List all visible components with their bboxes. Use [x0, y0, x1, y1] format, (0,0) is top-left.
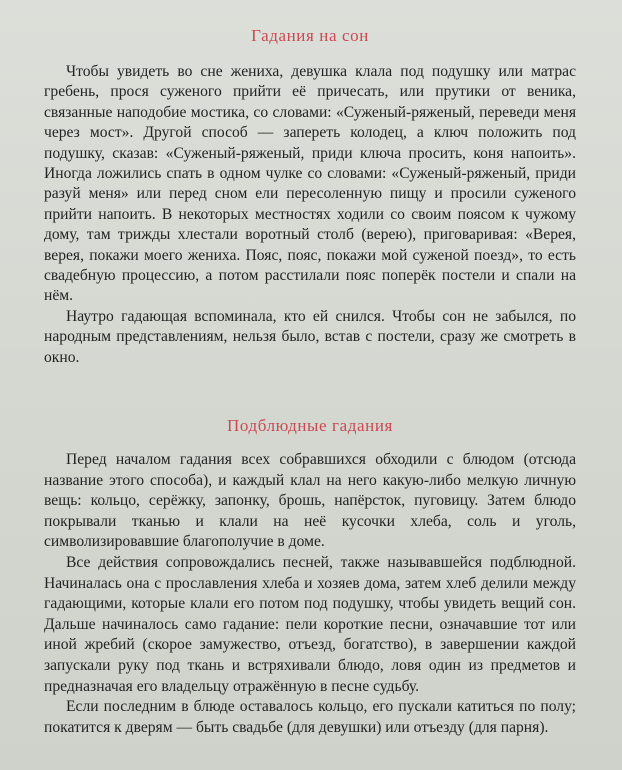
paragraph: Перед началом гадания всех собравшихся обходили с блюдом (отсюда название этого способа), и каждый клал на него какую-либо мелкую личную вещь: кольцо, серёжку, запонку, брошь, напёрсток, пуговицу. Затем блюдо покрывали тканью и клали на неё кусочки хлеба, соль и уголь, символизировавшие благополучие в доме. [44, 451, 576, 551]
section-title-dream-divination: Гадания на сон [251, 26, 369, 45]
section-title-dish-divination: Подблюдные гадания [227, 416, 393, 436]
paragraph: Чтобы увидеть во сне жениха, девушка клала под подушку или матрас гребень, прося суженого прийти её причесать, или прутики от веника, связанные наподобие мостика, со словами: «Суженый-ряженый, переведи меня через мост». Другой способ — запереть колодец, а ключ положить под подушку, сказав: «Суженый-ряженый, приди ключа просить, коня напоить». Иногда ложились спать в одном чулке со словами: «Суженый-ряженый, приди разуй меня» или перед сном ели пересоленную пищу и просили суженого прийти напоить. В некоторых местностях ходили со своим поясом к чужому дому, там трижды хлестали воротный столб (верею), приговаривая: «Верея, верея, покажи моего жениха. Пояс, пояс, покажи мой суженой поезд», то есть свадебную процессию, а потом расстилали пояс поперёк постели и спали на нём. [44, 63, 576, 305]
paragraph: Наутро гадающая вспоминала, кто ей снился. Чтобы сон не забылся, по народным представлениям, нельзя было, встав с постели, сразу же смотреть в окно. [44, 307, 576, 366]
paragraph: Если последним в блюде оставалось кольцо, его пускали катиться по полу; покатится к дверям — быть свадьбе (для девушки) или отъезду (для парня). [44, 698, 576, 736]
section-dream-divination [44, 62, 576, 368]
section-dish-divination [44, 450, 576, 738]
paragraph: Все действия сопровождались песней, также называвшейся подблюдной. Начиналась она с прославления хлеба и хозяев дома, затем хлеб делили между гадающими, которые клали его потом под подушку, чтобы увидеть вещий сон. Дальше начиналось само гадание: пели короткие песни, означавшие тот или иной жребий (скорое замужество, отъезд, богатство), в завершении каждой запускали руку под ткань и встряхивали блюдо, ловя один из предметов и предназначая его владельцу отражённую в песне судьбу. [44, 554, 576, 695]
